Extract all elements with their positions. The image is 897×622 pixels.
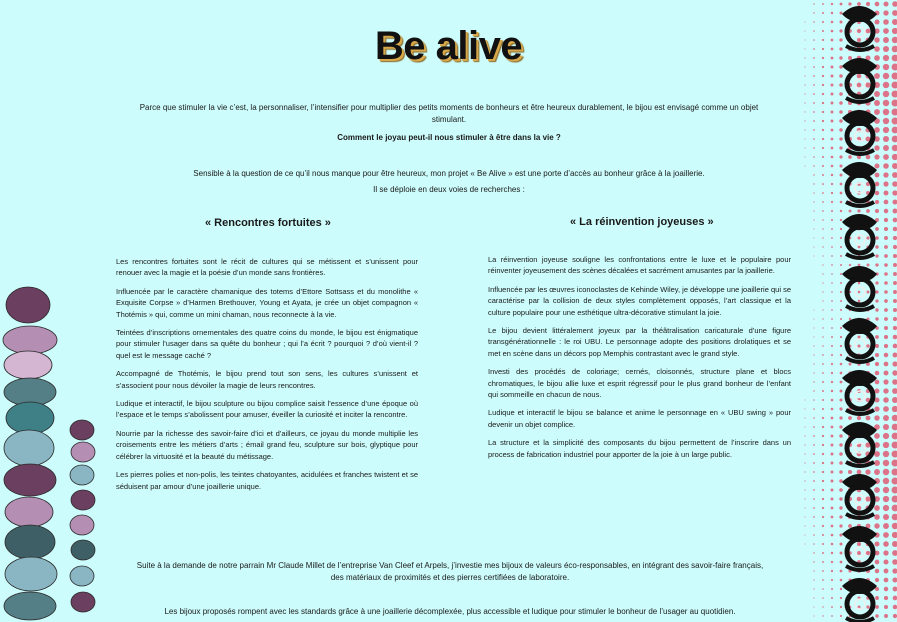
- right-paragraph: Ludique et interactif le bijou se balance et anime le personnage en « UBU swing » pour devenir un objet complice.: [488, 408, 791, 429]
- left-paragraph: Les rencontres fortuites sont le récit de cultures qui se métissent et s’unissent pour renouer avec la magie et la poésie d’un monde sans frontières.: [116, 257, 418, 278]
- intro-research-text: Il se déploie en deux voies de recherches :: [373, 185, 525, 194]
- right-paragraph: La structure et la simplicité des composants du bijou permettent de l’inscrire dans un process de fabrication industriel pour apporter de la joie à un large public.: [488, 438, 791, 459]
- footer-closing: Les bijoux proposés rompent avec les standards grâce à une joaillerie décomplexée, plus accessible et ludique pour stimuler le bonheur de l’usager au quotidien.: [164, 607, 736, 616]
- right-paragraph: La réinvention joyeuse souligne les confrontations entre le luxe et le populaire pour réinventer joyeusement des scènes décalées et sacrément amusantes par la joaillerie.: [488, 255, 791, 276]
- footer-line: Suite à la demande de notre parrain Mr Claude Millet de l’entreprise Van Cleef et Arpels, j’investie mes bijoux de valeurs éco-responsables, en intégrant des savoir-faire français,: [136, 561, 764, 570]
- right-column-heading: « La réinvention joyeuses »: [570, 216, 714, 228]
- ornament-chain-decoration: [822, 0, 897, 622]
- left-paragraph: Teintées d’inscriptions ornementales des quatre coins du monde, le bijou est énigmatique pour stimuler l’usager dans sa quête du bonheur ; qui l’a écrit ? pourquoi ? d’où vient-il ? quel est le message caché ?: [116, 328, 418, 360]
- left-paragraph: Influencée par le caractère chamanique des totems d’Ettore Sottsass et du monolithe « Exquisite Corpse » d’Harmen Brethouver, Young et Ayata, je crée un objet compagnon « Thotémis » qui, comme un mini chaman, nous reconnecte à la vie.: [116, 286, 418, 319]
- left-column-heading: « Rencontres fortuites »: [205, 217, 331, 229]
- page-title: Be alive: [374, 24, 523, 68]
- left-column: [116, 256, 418, 499]
- right-paragraph: Le bijou devient littéralement joyeux par la théâtralisation caricaturale d’une figure transgénérationnelle : le roi UBU. Le personnage adopte des positions drolatiques et se met en scène dans un décors pop Memphis contrastant avec le grand style.: [488, 326, 791, 358]
- right-paragraph: Influencée par les œuvres iconoclastes de Kehinde Wiley, je développe une joaillerie qui se caractérise par la collision de deux styles complètement opposés, l’art classique et la culture populaire pour une esthétique ultra-décorative stimulant la joie.: [488, 284, 791, 317]
- left-paragraph: Accompagné de Thotémis, le bijou prend tout son sens, les cultures s’unissent et s’associent pour nous dévoiler la magie de leurs rencontres.: [116, 369, 418, 390]
- left-paragraph: Nourrie par la richesse des savoir-faire d’ici et d’ailleurs, ce joyau du monde multiplie les croisements entre les métiers d’arts ; émail grand feu, sculpture sur bois, glyptique pour célébrer la virtuosité et la beauté du métissage.: [116, 428, 418, 461]
- right-column: [488, 254, 791, 467]
- left-paragraph: Ludique et interactif, le bijou sculpture ou bijou complice saisit l’essence d’une époque où l’espace et le temps s’abolissent pour amuser, éveiller la curiosité et inciter la rencontre.: [116, 399, 418, 420]
- right-paragraph: Investi des procédés de coloriage; cernés, cloisonnés, structure plane et blocs chromatiques, le bijou allie luxe et esprit régressif pour le plus grand bonheur de l’enfant qui sommeille en chacun de nous.: [488, 367, 791, 400]
- intro-project-text: Sensible à la question de ce qu’il nous manque pour être heureux, mon projet « Be Alive » est une porte d’accès au bonheur grâce à la joaillerie.: [193, 169, 705, 178]
- intro-paragraph: Parce que stimuler la vie c’est, la personnaliser, l’intensifier pour multiplier des petits moments de bonheurs et être heureux durablement, le bijou est envisagé comme un objet stimulant.: [139, 103, 759, 124]
- stacked-stones-decoration: [0, 280, 110, 622]
- intro-question: Comment le joyau peut-il nous stimuler à être dans la vie ?: [337, 133, 561, 142]
- footer-paragraph: [100, 560, 800, 583]
- footer-line: des matériaux de proximités et des pierres certifiées de laboratoire.: [330, 572, 570, 582]
- left-paragraph: Les pierres polies et non-polis, les teintes chatoyantes, acidulées et franches twistent et se séduisent par amour d’une joaillerie unique.: [116, 470, 418, 491]
